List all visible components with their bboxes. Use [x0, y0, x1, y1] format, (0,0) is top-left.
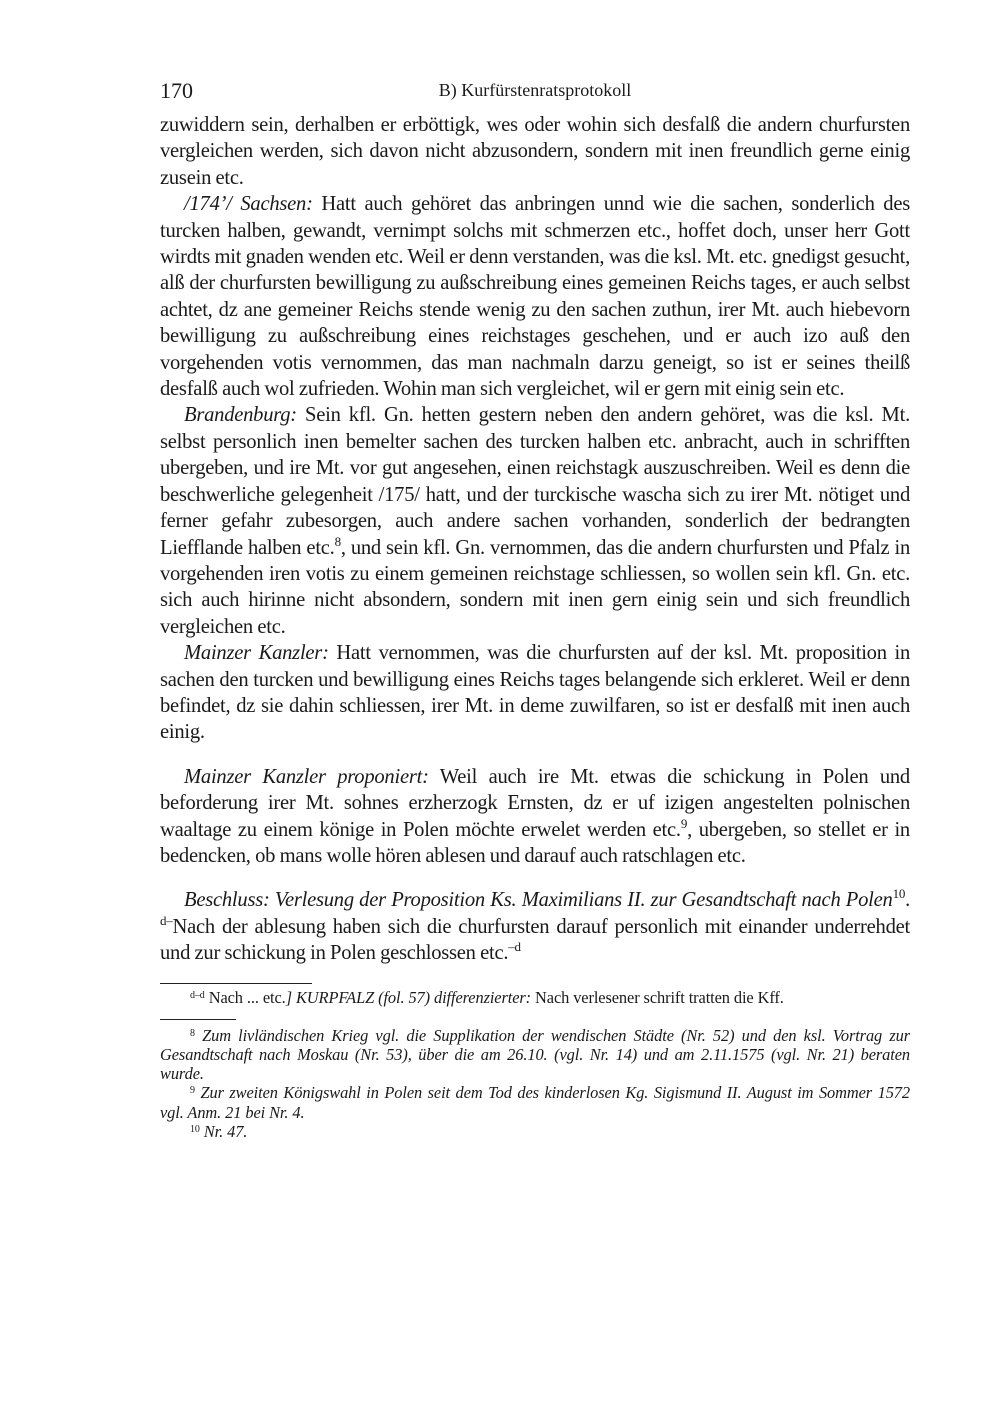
variant-marker-open[interactable]: d–: [160, 912, 173, 928]
footnote-text: Zum livländischen Krieg vgl. die Supplikation der wendischen Städte (Nr. 52) und den ksl. Vortrag zur Gesandtschaft nach Moskau (Nr. 53), über die am 26.10. (vgl. Nr. 14) und am 2.11.1575 (vgl. Nr. 21) beraten wurde.: [160, 1025, 910, 1084]
footnote-ref[interactable]: 9: [680, 815, 688, 831]
running-title: B) Kurfürstenratsprotokoll: [438, 80, 632, 100]
apparatus-marker: d–d: [190, 989, 205, 1001]
paragraph-text: Nach der ablesung haben sich die churfursten darauf personlich mit einander underrehdet und zur schickung in Polen geschlossen etc.: [160, 915, 910, 965]
apparatus-lemma: Nach ... etc.: [204, 987, 286, 1007]
footnote-8: [160, 1026, 910, 1084]
apparatus-divider: [160, 983, 312, 984]
apparatus-entry: [160, 988, 910, 1007]
paragraph-text: Sein kfl. Gn. hetten gestern neben den andern gehöret, was die ksl. Mt. selbst personlich inen bemelter sachen des turcken halben etc. anbracht, auch in schrifften ubergeben, und ire Mt. vor gut angesehen, einen reichstagk auszuschreiben. Weil es denn die beschwerliche gelegenheit /175/ hatt, und der turckische wascha sich zu irer Mt. nötiget und ferner gefahr zubesorgen, auch andere sachen vorhanden, sonderlich der bedrangten Liefflande halben etc.: [160, 404, 910, 559]
footnote-9: [160, 1083, 910, 1121]
footnote-text: Zur zweiten Königswahl in Polen seit dem Tod des kinderlosen Kg. Sigismund II. August im Sommer 1572 vgl. Anm. 21 bei Nr. 4.: [160, 1083, 910, 1122]
paragraph-mainzer-proponiert: [160, 764, 910, 870]
paragraph-mainzer-kanzler: [160, 640, 910, 746]
footnote-number: 10: [190, 1123, 200, 1135]
footnotes: [160, 1026, 910, 1141]
paragraph-text: Weil auch ire Mt. etwas die schickung in Polen und beforderung irer Mt. sohnes erzherzogk Ernsten, dz er uf izigen angestelten polnischen waaltage zu einem könige in Polen möchte erwelet werden etc.: [160, 765, 910, 841]
page-number: 170: [160, 78, 193, 103]
paragraph-text: .: [905, 889, 910, 912]
speaker-label: Mainzer Kanzler:: [184, 642, 329, 665]
footnote-text: Nr. 47.: [199, 1121, 248, 1141]
paragraph-beschluss: [160, 887, 910, 966]
footnote-number: 8: [190, 1027, 195, 1039]
page-header: [160, 78, 910, 112]
paragraph-text: , ubergeben, so stellet er in bedencken, ob mans wolle hören ablesen und darauf auch ratschlagen etc.: [160, 818, 910, 867]
apparatus-text: Nach verlesener schrift tratten die Kff.: [531, 987, 784, 1007]
paragraph-sachsen: [160, 191, 910, 402]
footnote-divider: [160, 1019, 236, 1020]
footnote-10: [160, 1122, 910, 1141]
document-page: [160, 78, 910, 1141]
speaker-label: Mainzer Kanzler proponiert:: [184, 765, 429, 788]
apparatus-source: KURPFALZ (fol. 57) differenzierter:: [295, 987, 532, 1007]
critical-apparatus: [160, 988, 910, 1007]
variant-marker-close[interactable]: –d: [508, 939, 521, 955]
footnote-number: 9: [190, 1085, 195, 1097]
footnote-ref[interactable]: 10: [892, 886, 906, 902]
paragraph-continuation: [160, 112, 910, 191]
footnote-ref[interactable]: 8: [334, 533, 341, 549]
apparatus-bracket: ]: [285, 987, 296, 1007]
paragraph-text: Hatt vernommen, was die churfursten auf der ksl. Mt. proposition in sachen den turcken und bewilligung eines Reichs tages belangende sich erkleret. Weil er denn befindet, dz sie dahin schliessen, irer Mt. in deme zuwilfaren, so ist er desfalß mit inen auch einig.: [160, 642, 910, 744]
paragraph-brandenburg: [160, 402, 910, 640]
paragraph-text: zuwiddern sein, derhalben er erböttigk, wes oder wohin sich desfalß die andern churfursten vergleichen werden, sich davon nicht abzusondern, sondern mit inen freundlich gerne einig zusein etc.: [160, 114, 910, 189]
speaker-label: /174’/ Sachsen:: [184, 193, 313, 216]
paragraph-text: Hatt auch gehöret das anbringen unnd wie die sachen, sonderlich des turcken halben, gewandt, vernimpt solchs mit schmerzen etc., hoffet doch, unser herr Gott wirdts mit gnaden wenden etc. Weil er denn verstanden, was die ksl. Mt. etc. gnedigst gesucht, alß der churfursten bewilligung zu außschreibung eines gemeinen Reichs tages, er auch selbst achtet, dz ane gemeiner Reichs stende wenig zu den sachen zuthun, irer Mt. auch hiebevorn bewilligung zu außschreibung eines reichstages geschehen, und er auch izo auß den vorgehenden votis vernommen, das man nachmaln darzu geneigt, so ist er seines theilß desfalß auch wol zufrieden. Wohin man sich vergleichet, wil er gern mit einig sein etc.: [160, 193, 910, 401]
speaker-label: Brandenburg:: [184, 404, 297, 427]
section-heading: Beschluss: Verlesung der Proposition Ks. Maximilians II. zur Gesandtschaft nach Polen: [184, 889, 893, 912]
main-text: [160, 112, 910, 967]
paragraph-text: , und sein kfl. Gn. vernommen, das die andern churfursten und Pfalz in vorgehenden iren votis zu einem gemeinen reichstage schliessen, so wollen sein kfl. Gn. etc. sich auch hirinne nicht absondern, sondern mit inen gern einig sein und sich freundlich vergleichen etc.: [160, 536, 910, 638]
